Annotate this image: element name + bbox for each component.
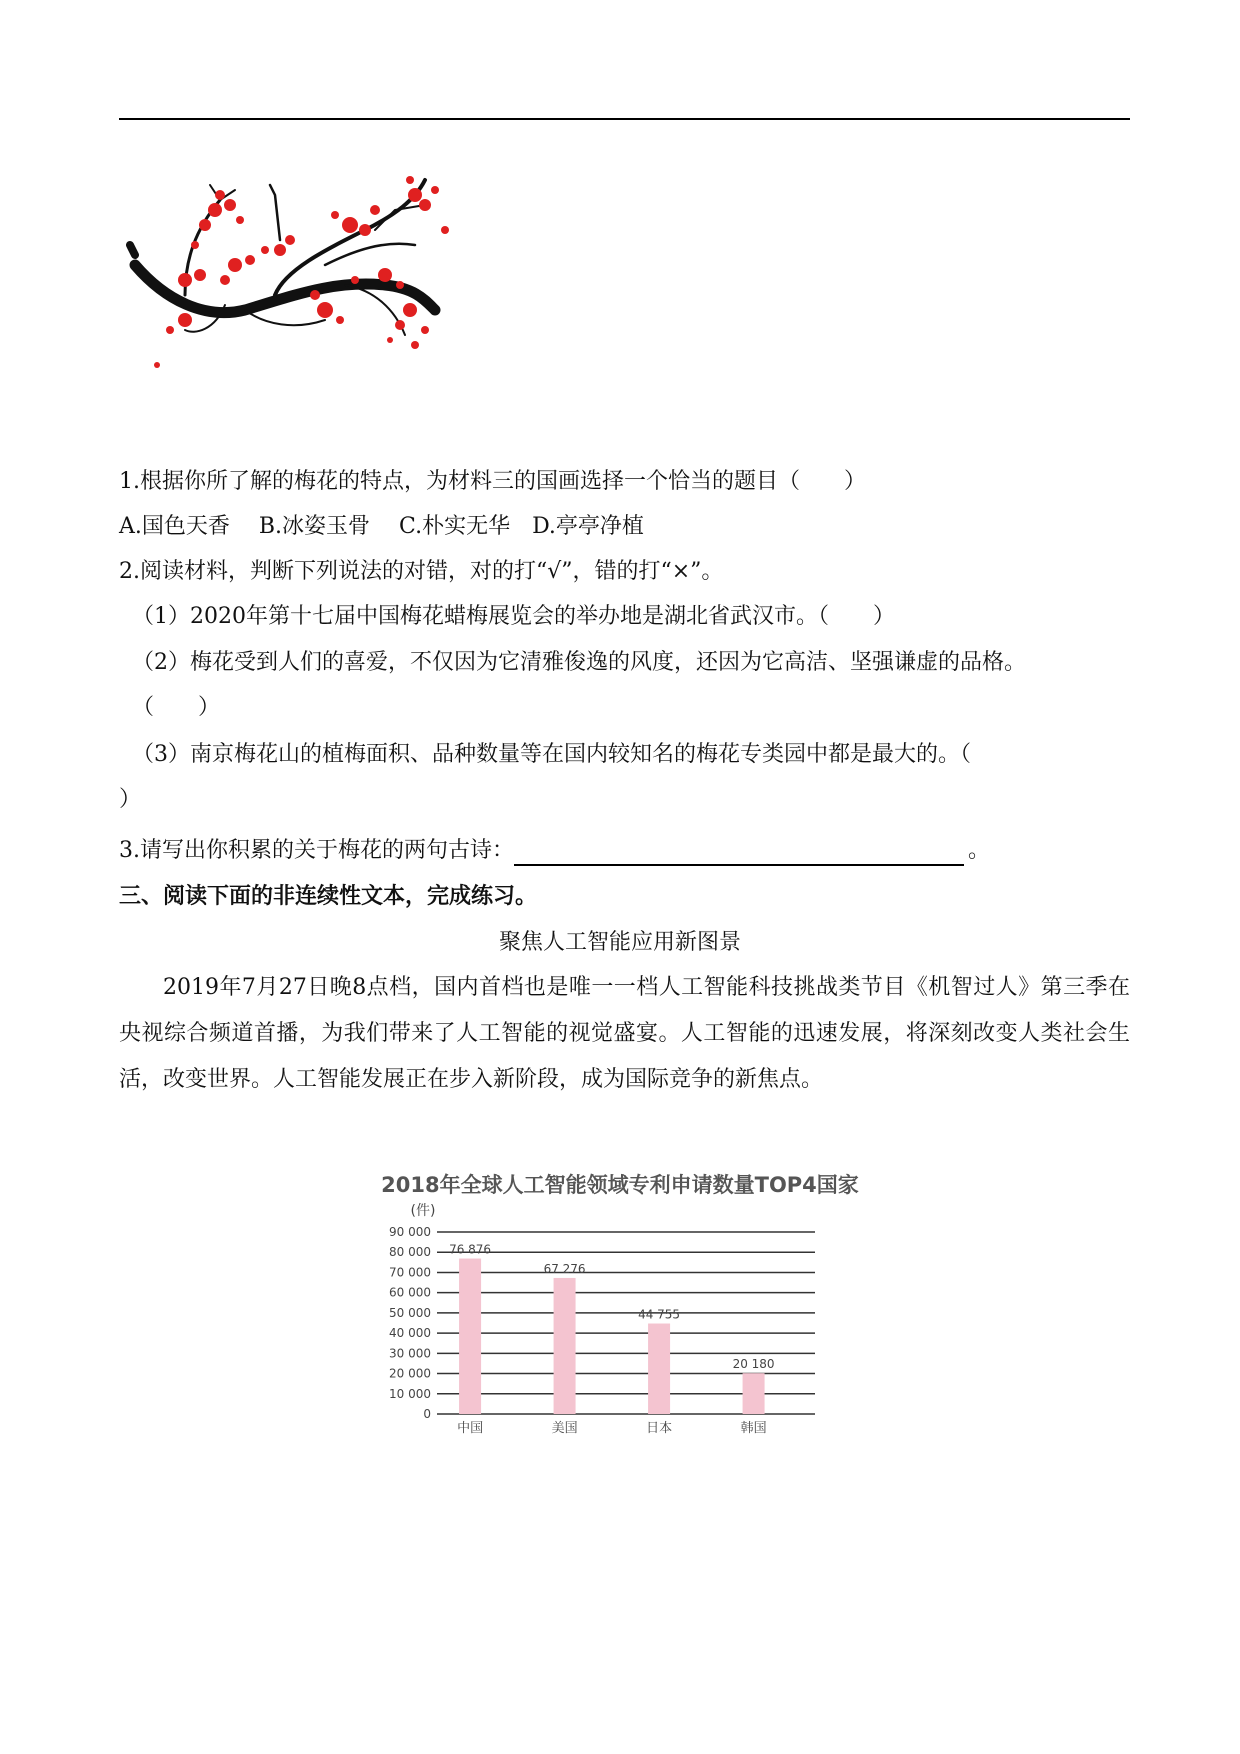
y-tick-label: 10 000 <box>389 1386 431 1401</box>
section-3-heading: 三、阅读下面的非连续性文本，完成练习。 <box>119 884 538 909</box>
bar <box>648 1323 670 1414</box>
question-3-end: 。 <box>968 838 991 863</box>
x-tick-label: 中国 <box>457 1421 484 1436</box>
y-tick-label: 60 000 <box>389 1285 431 1300</box>
question-2-item-3: （3）南京梅花山的植梅面积、品种数量等在国内较知名的梅花专类园中都是最大的。（ <box>132 742 971 767</box>
question-3 <box>119 836 990 866</box>
question-2-item-3-paren: ） <box>119 787 142 812</box>
x-tick-label: 美国 <box>551 1421 578 1436</box>
question-2-item-2-paren: （ ） <box>132 695 221 720</box>
plum-blossom-illustration <box>125 170 505 420</box>
x-tick-label: 日本 <box>646 1421 673 1436</box>
question-2-item-2: （2）梅花受到人们的喜爱，不仅因为它清雅俊逸的风度，还因为它高洁、坚强谦虚的品格。 <box>132 650 1027 675</box>
data-label: 76 876 <box>449 1242 492 1257</box>
y-tick-label: 40 000 <box>389 1326 431 1341</box>
bar <box>743 1373 765 1414</box>
question-3-prompt: 3.请写出你积累的关于梅花的两句古诗： <box>119 838 514 863</box>
answer-blank[interactable] <box>514 842 964 866</box>
bar <box>459 1259 481 1414</box>
chart-title: 2018年全球人工智能领域专利申请数量TOP4国家 <box>381 1173 859 1197</box>
y-tick-label: 0 <box>423 1407 431 1421</box>
header-rule <box>119 118 1130 120</box>
x-tick-label: 韩国 <box>740 1421 767 1436</box>
question-2-item-1: （1）2020年第十七届中国梅花蜡梅展览会的举办地是湖北省武汉市。（ ） <box>132 604 895 629</box>
y-tick-label: 70 000 <box>389 1265 431 1280</box>
chart-y-label: (件) <box>410 1203 436 1219</box>
article-title: 聚焦人工智能应用新图景 <box>498 930 741 955</box>
data-label: 44 755 <box>638 1307 681 1322</box>
y-tick-label: 80 000 <box>389 1245 431 1260</box>
y-tick-label: 50 000 <box>389 1305 431 1320</box>
question-2: 2.阅读材料，判断下列说法的对错，对的打“√”，错的打“×”。 <box>119 559 724 584</box>
y-tick-label: 20 000 <box>389 1366 431 1381</box>
data-label: 67 276 <box>543 1261 586 1276</box>
question-1-options: A.国色天香 B.冰姿玉骨 C.朴实无华 D.亭亭净植 <box>119 514 644 539</box>
question-1: 1.根据你所了解的梅花的特点，为材料三的国画选择一个恰当的题目（ ） <box>119 469 866 494</box>
data-label: 20 180 <box>732 1357 775 1372</box>
y-tick-label: 90 000 <box>389 1225 431 1239</box>
y-tick-label: 30 000 <box>389 1346 431 1361</box>
patent-bar-chart <box>375 1170 865 1440</box>
bar <box>554 1278 576 1414</box>
article-paragraph: 2019年7月27日晚8点档，国内首档也是唯一一档人工智能科技挑战类节目《机智过人》第三季在央视综合频道首播，为我们带来了人工智能的视觉盛宴。人工智能的迅速发展，将深刻改变人类社会生活，改变世界。人工智能发展正在步入新阶段，成为国际竞争的新焦点。 <box>119 975 1130 1092</box>
